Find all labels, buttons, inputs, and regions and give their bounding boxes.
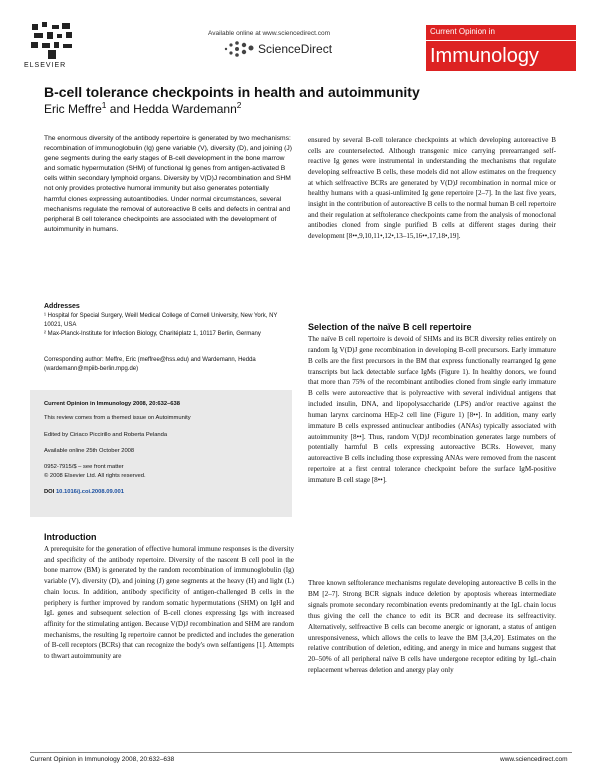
info-citation: Current Opinion in Immunology 2008, 20:632–638 — [44, 401, 180, 407]
right-column-continued-text: ensured by several B-cell tolerance checkpoints at which developing autoreactive B cells are counterselected. Although transgenic mice carrying prerearranged self-reactive Ig genes were instrumental in understanding the mechanisms that regulate developing selfreactive B cells, these models did not allow estimates on the frequency at which selfreactive BCRs are generated by V(D)J recombination in normal mice or healthy humans with a quasi-unlimited Ig gene repertoire [2–7]. In the last five years, insight in the contribution of autoreactive B cells to the normal human B cell repertoire and their regulation at selftolerance checkpoints came from the analysis of monoclonal antibodies cloned from single purified B cells at different stages during their development [8••,9,10,11•,12•,13–15,16••,17,18•,19]. — [308, 136, 556, 240]
footer-website[interactable]: www.sciencedirect.com — [500, 756, 568, 763]
selection-text: The naïve B cell repertoire is devoid of SHMs and its BCR diversity relies entirely on random Ig V(D)J gene recombination in developing B-cell precursors. Early immature B cells are the first precursors in the BM that express functionally rearranged Ig gene transcripts but lack detectable surface IgMs (Figure 1). In healthy donors, we found that more than 75% of the recombinant antibodies cloned from single early immature B cells were autoreactive that is polyreactive with several individual antigens that included insulin, DNA, and lipopolysaccharide (LPS) and/or reactive against the human larynx carcinoma HEp-2 cell line (Figure 1) [8••]. In addition, many early immature B cells expressed antinuclear antibodies (ANAs) typically associated with autoimmunity [8••]. Thus, random V(D)J recombination generates large numbers of potentially harmful B cells expressing autoreactive BCRs. However, many autoreactive B cells including those expressing ANAs were removed from the nascent repertoire at a first central tolerance checkpoint before the surface IgM-positive immature B cell stage [8••]. — [308, 335, 556, 484]
introduction-text: A prerequisite for the generation of effective humoral immune responses is the diversity and specificity of the antibody repertoire. Diversity of the nascent B cell pool in the bone marrow (BM) is generated by the random recombination of immunoglobulin (Ig) variable (V), diversity (D), and joining (J) gene segments at the heavy (H) and light (L) chain locus. In addition, antibody specificity of antigen-challenged B cells in the periphery is further improved by random somatic hypermutations (SHM) on IgH and IgL genes and subsequent selection of B-cell clones expressing Igs with increased affinity for the stimulating antigen. Because V(D)J recombination and SHM are random mechanisms, the resulting Ig repertoire cannot be predicted and includes the generation of B-cell receptors (BCRs) that can recognize the body's own selfantigens [1]. Attempts to thwart autoimmunity are — [44, 545, 294, 661]
abstract: The enormous diversity of the antibody repertoire is generated by two mechanisms: recombination of immunoglobulin (Ig) gene variable (V), diversity (D), and joining (J) gene segments during the early stages of B-cell development in the bone marrow and somatic hypermutation (SHM) of functional Ig genes from antigen-activated B cells within secondary lymphoid organs. Diversity by V(D)J recombination and SHM not only provides protective humoral immunity but also generates potentially harmful clones expressing autoantibodies. Under normal circumstances, several mechanisms regulate the removal of autoreactive B cells and defects in central and peripheral B cell tolerance checkpoints are associated with the development of autoimmunity in humans. — [44, 135, 292, 233]
article-info-box — [30, 390, 292, 517]
journal-banner — [426, 25, 576, 73]
available-online-text[interactable]: Available online at www.sciencedirect.com — [208, 30, 330, 37]
info-editors: Edited by Ciriaco Piccirillo and Roberta Pelanda — [44, 432, 168, 438]
info-copyright: © 2008 Elsevier Ltd. All rights reserved. — [44, 473, 146, 479]
three-mechanisms-text: Three known selftolerance mechanisms regulate developing autoreactive B cells in the BM [2–7]. Strong BCR signals induce deletion by apoptosis whereas intermediate signals promote secondary recombination events predominantly at the IgL chain locus thus giving the cell the chance to edit its BCR and decrease its selfreactivity. Alternatively, selfreactive B cells can become anergic or ignorant, a status of antigen unresponsiveness, which allows the cells to leave the BM [3,4,20]. Estimates on the relative contribution of deletion, editing, and anergy in mice and humans suggest that 20–50% of all peripheral naïve B cells have undergone receptor editing by IgL-chain replacement whereas deletion and anergy play only — [308, 579, 556, 675]
article-title: B-cell tolerance checkpoints in health and autoimmunity — [44, 84, 420, 100]
footer-citation: Current Opinion in Immunology 2008, 20:632–638 — [30, 756, 175, 763]
info-issn: 0952-7915/$ – see front matter — [44, 464, 124, 470]
info-doi — [44, 488, 284, 497]
address-2: ² Max-Planck-Institute for Infection Biology, Charitéplatz 1, 10117 Berlin, Germany — [44, 331, 261, 337]
author-2: and Hedda Wardemann — [106, 102, 237, 116]
doi-label: DOI — [44, 489, 55, 495]
author-2-affiliation: 2 — [236, 100, 242, 110]
info-theme: This review comes from a themed issue on Autoimmunity — [44, 415, 191, 421]
sciencedirect-dots-icon — [222, 40, 256, 63]
author-1-affiliation: 1 — [101, 100, 107, 110]
sciencedirect-wordmark: ScienceDirect — [258, 42, 333, 56]
info-available: Available online 25th October 2008 — [44, 448, 135, 454]
selection-heading: Selection of the naïve B cell repertoire — [308, 322, 472, 332]
address-1: ¹ Hospital for Special Surgery, Weill Medical College of Cornell University, New York, NY 10021, USA — [44, 313, 278, 328]
article-authors — [44, 100, 241, 116]
addresses — [44, 312, 294, 339]
author-1: Eric Meffre — [44, 102, 102, 116]
elsevier-tree-logo — [28, 20, 76, 60]
journal-banner-top: Current Opinion in — [426, 25, 576, 40]
footer-divider — [30, 752, 572, 753]
doi-link[interactable]: 10.1016/j.coi.2008.09.001 — [55, 489, 124, 495]
journal-banner-name: Immunology — [426, 41, 576, 71]
addresses-heading: Addresses — [44, 303, 80, 310]
introduction-heading: Introduction — [44, 532, 97, 542]
corresponding-author: Corresponding author: Meffre, Eric (meffree@hss.edu) and Wardemann, Hedda (wardemann@mpiib-berlin.mpg.de) — [44, 357, 256, 372]
publisher-name: ELSEVIER — [24, 62, 67, 69]
